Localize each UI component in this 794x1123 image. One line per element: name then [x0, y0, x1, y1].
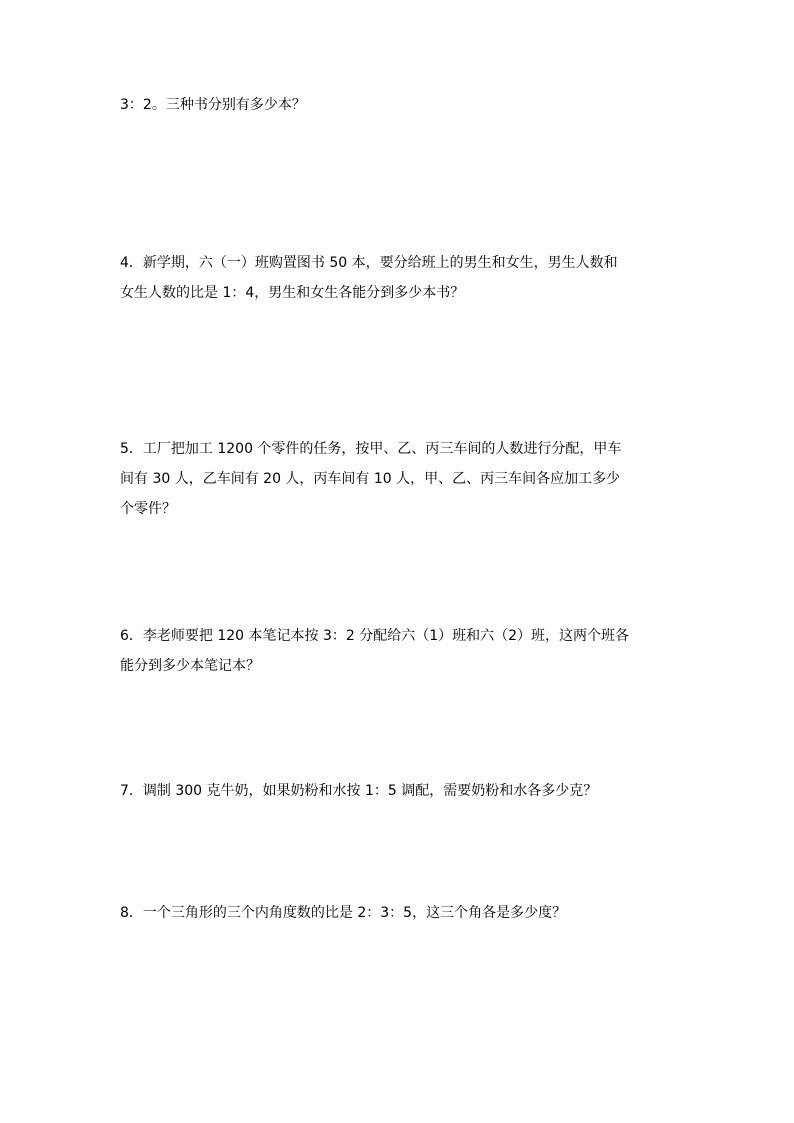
problem-3-continuation [120, 90, 680, 120]
problem-line: 间有 30 人，乙车间有 20 人，丙车间有 10 人，甲、乙、丙三车间各应加工多少 [120, 471, 621, 487]
problem-5 [120, 434, 680, 524]
problem-line: 7．调制 300 克牛奶，如果奶粉和水按 1：5 调配，需要奶粉和水各多少克？ [120, 783, 598, 799]
problem-line: 6．李老师要把 120 本笔记本按 3：2 分配给六（1）班和六（2）班，这两个班各 [120, 628, 630, 644]
problem-line: 个零件？ [120, 501, 176, 517]
problem-8 [120, 898, 680, 928]
problem-4 [120, 248, 680, 308]
problem-6 [120, 621, 680, 681]
problem-line: 女生人数的比是 1：4，男生和女生各能分到多少本书？ [120, 285, 465, 301]
problem-line: 8．一个三角形的三个内角度数的比是 2：3：5，这三个角各是多少度？ [120, 905, 567, 921]
problem-line: 5．工厂把加工 1200 个零件的任务，按甲、乙、丙三车间的人数进行分配，甲车 [120, 441, 622, 457]
problem-line: 能分到多少本笔记本？ [120, 658, 260, 674]
problem-7 [120, 776, 680, 806]
problem-line: 4．新学期，六（一）班购置图书 50 本，要分给班上的男生和女生，男生人数和 [120, 255, 618, 271]
problem-line: 3：2。三种书分别有多少本？ [120, 97, 306, 113]
